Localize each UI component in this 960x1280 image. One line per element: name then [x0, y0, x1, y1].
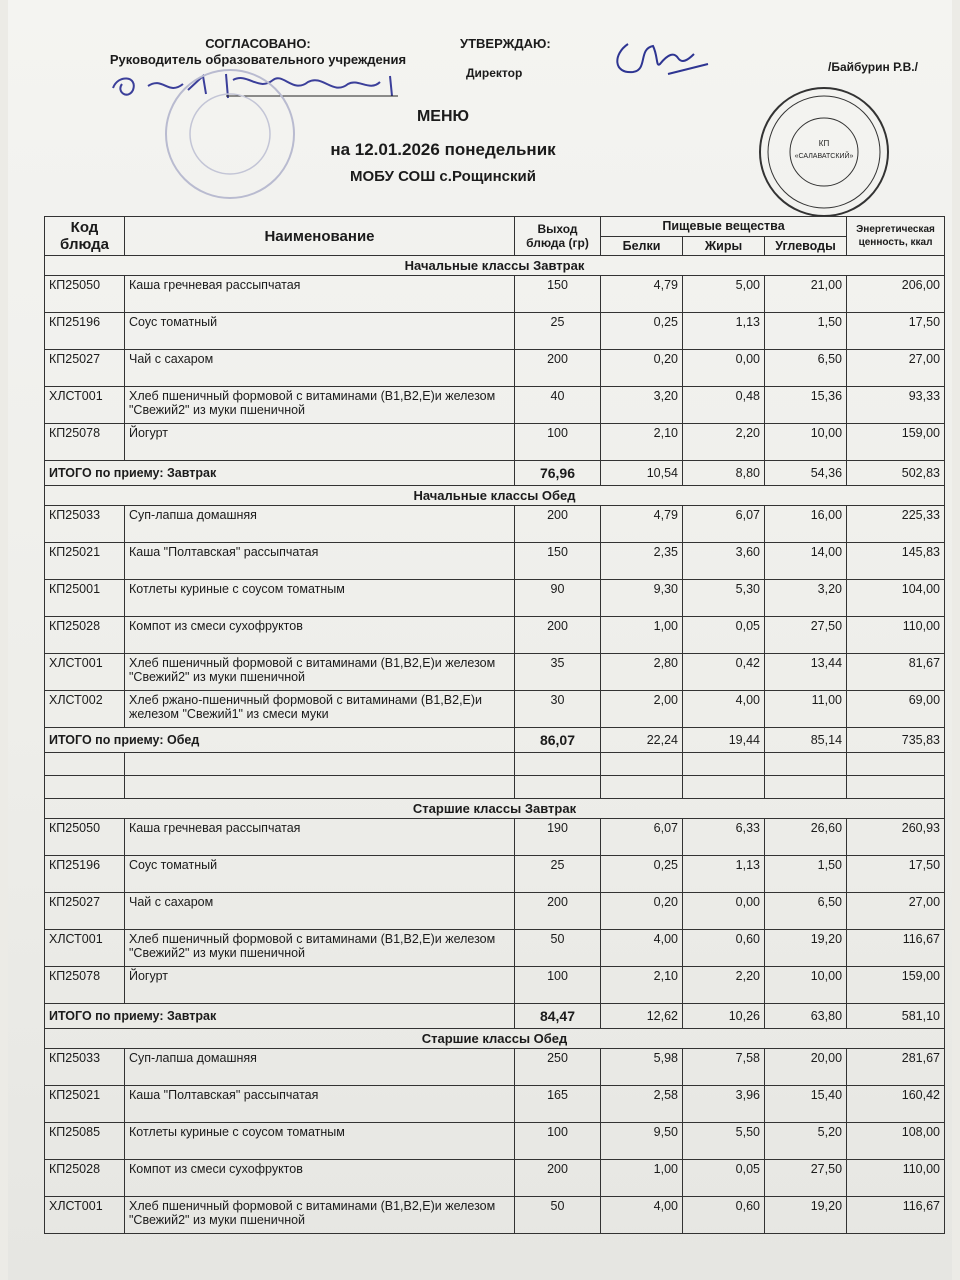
dish-protein: 4,79 [601, 276, 683, 313]
section-title: Старшие классы Обед [45, 1029, 945, 1049]
dish-protein: 4,00 [601, 1197, 683, 1234]
total-protein: 12,62 [601, 1004, 683, 1029]
header-protein: Белки [601, 236, 683, 256]
dish-code: КП25050 [45, 276, 125, 313]
dish-protein: 9,50 [601, 1123, 683, 1160]
empty-cell [765, 753, 847, 776]
dish-fat: 0,05 [683, 617, 765, 654]
total-row [45, 1004, 945, 1029]
dish-energy: 108,00 [847, 1123, 945, 1160]
dish-energy: 206,00 [847, 276, 945, 313]
dish-fat: 5,30 [683, 580, 765, 617]
dish-energy: 104,00 [847, 580, 945, 617]
dish-output: 100 [515, 1123, 601, 1160]
dish-energy: 17,50 [847, 856, 945, 893]
header-output: Выход блюда (гр) [515, 217, 601, 256]
dish-fat: 0,60 [683, 930, 765, 967]
dish-protein: 0,25 [601, 313, 683, 350]
dish-fat: 0,42 [683, 654, 765, 691]
dish-energy: 27,00 [847, 350, 945, 387]
total-energy: 502,83 [847, 461, 945, 486]
dish-fat: 1,13 [683, 313, 765, 350]
table-row [45, 387, 945, 424]
empty-cell [125, 753, 515, 776]
table-row [45, 819, 945, 856]
dish-output: 200 [515, 893, 601, 930]
header-nutrients: Пищевые вещества [601, 217, 847, 237]
table-row [45, 1123, 945, 1160]
table-row [45, 313, 945, 350]
menu-sheet [8, 0, 952, 1280]
dish-output: 150 [515, 276, 601, 313]
total-row [45, 728, 945, 753]
dish-output: 200 [515, 617, 601, 654]
dish-energy: 110,00 [847, 617, 945, 654]
header-name: Наименование [125, 217, 515, 256]
empty-cell [683, 776, 765, 799]
dish-output: 250 [515, 1049, 601, 1086]
table-row [45, 1160, 945, 1197]
dish-name: Котлеты куриные с соусом томатным [125, 580, 515, 617]
dish-protein: 1,00 [601, 1160, 683, 1197]
table-row [45, 691, 945, 728]
total-fat: 8,80 [683, 461, 765, 486]
empty-cell [45, 753, 125, 776]
dish-output: 100 [515, 424, 601, 461]
dish-output: 200 [515, 506, 601, 543]
total-carbs: 85,14 [765, 728, 847, 753]
section-title: Начальные классы Завтрак [45, 256, 945, 276]
dish-output: 25 [515, 856, 601, 893]
table-row [45, 543, 945, 580]
section-row [45, 799, 945, 819]
empty-cell [601, 776, 683, 799]
dish-output: 165 [515, 1086, 601, 1123]
dish-carbs: 15,36 [765, 387, 847, 424]
svg-text:«САЛАВАТСКИЙ»: «САЛАВАТСКИЙ» [794, 153, 854, 160]
dish-protein: 1,00 [601, 617, 683, 654]
empty-cell [601, 753, 683, 776]
dish-carbs: 10,00 [765, 967, 847, 1004]
approve-title: УТВЕРЖДАЮ: [460, 36, 551, 51]
section-row [45, 256, 945, 276]
dish-output: 25 [515, 313, 601, 350]
dish-energy: 159,00 [847, 967, 945, 1004]
dish-output: 100 [515, 967, 601, 1004]
dish-protein: 9,30 [601, 580, 683, 617]
dish-output: 200 [515, 1160, 601, 1197]
dish-name: Хлеб пшеничный формовой с витаминами (В1,В2,Е)и железом "Свежий2" из муки пшеничной [125, 387, 515, 424]
total-label: ИТОГО по приему: Завтрак [45, 461, 515, 486]
dish-protein: 4,79 [601, 506, 683, 543]
dish-fat: 0,00 [683, 350, 765, 387]
dish-carbs: 15,40 [765, 1086, 847, 1123]
dish-name: Йогурт [125, 424, 515, 461]
dish-name: Хлеб пшеничный формовой с витаминами (В1,В2,Е)и железом "Свежий2" из муки пшеничной [125, 654, 515, 691]
dish-protein: 4,00 [601, 930, 683, 967]
dish-carbs: 20,00 [765, 1049, 847, 1086]
dish-energy: 17,50 [847, 313, 945, 350]
approved-role: Руководитель образовательного учреждения [109, 52, 407, 67]
dish-energy: 93,33 [847, 387, 945, 424]
dish-energy: 159,00 [847, 424, 945, 461]
dish-output: 150 [515, 543, 601, 580]
dish-protein: 2,00 [601, 691, 683, 728]
section-row [45, 1029, 945, 1049]
dish-name: Соус томатный [125, 856, 515, 893]
menu-table [44, 216, 945, 1234]
dish-protein: 2,80 [601, 654, 683, 691]
dish-fat: 3,96 [683, 1086, 765, 1123]
dish-fat: 7,58 [683, 1049, 765, 1086]
dish-code: КП25027 [45, 350, 125, 387]
dish-energy: 27,00 [847, 893, 945, 930]
dish-protein: 2,10 [601, 967, 683, 1004]
director-name: /Байбурин Р.В./ [828, 60, 918, 74]
dish-name: Соус томатный [125, 313, 515, 350]
dish-carbs: 6,50 [765, 893, 847, 930]
dish-code: ХЛСТ001 [45, 930, 125, 967]
section-title: Старшие классы Завтрак [45, 799, 945, 819]
dish-name: Компот из смеси сухофруктов [125, 1160, 515, 1197]
total-protein: 10,54 [601, 461, 683, 486]
menu-date: на 12.01.2026 понедельник [330, 140, 556, 159]
total-label: ИТОГО по приему: Обед [45, 728, 515, 753]
dish-carbs: 14,00 [765, 543, 847, 580]
dish-energy: 225,33 [847, 506, 945, 543]
total-label: ИТОГО по приему: Завтрак [45, 1004, 515, 1029]
dish-energy: 81,67 [847, 654, 945, 691]
table-row [45, 930, 945, 967]
dish-name: Йогурт [125, 967, 515, 1004]
header-fat: Жиры [683, 236, 765, 256]
total-energy: 735,83 [847, 728, 945, 753]
empty-cell [515, 776, 601, 799]
empty-row [45, 753, 945, 776]
dish-carbs: 10,00 [765, 424, 847, 461]
dish-carbs: 21,00 [765, 276, 847, 313]
dish-code: КП25027 [45, 893, 125, 930]
dish-name: Каша гречневая рассыпчатая [125, 819, 515, 856]
dish-energy: 260,93 [847, 819, 945, 856]
header-energy: Энергетическая ценность, ккал [847, 217, 945, 256]
svg-text:КП: КП [818, 139, 830, 148]
dish-name: Котлеты куриные с соусом томатным [125, 1123, 515, 1160]
empty-cell [125, 776, 515, 799]
dish-fat: 0,48 [683, 387, 765, 424]
table-row [45, 1197, 945, 1234]
dish-carbs: 13,44 [765, 654, 847, 691]
dish-protein: 2,58 [601, 1086, 683, 1123]
dish-name: Суп-лапша домашняя [125, 1049, 515, 1086]
dish-code: КП25033 [45, 1049, 125, 1086]
dish-fat: 0,00 [683, 893, 765, 930]
dish-output: 50 [515, 1197, 601, 1234]
dish-output: 35 [515, 654, 601, 691]
table-row [45, 967, 945, 1004]
table-row [45, 617, 945, 654]
dish-code: ХЛСТ001 [45, 387, 125, 424]
dish-output: 40 [515, 387, 601, 424]
dish-protein: 0,25 [601, 856, 683, 893]
dish-carbs: 3,20 [765, 580, 847, 617]
empty-cell [847, 753, 945, 776]
school-name: МОБУ СОШ с.Рощинский [350, 168, 536, 185]
empty-cell [847, 776, 945, 799]
dish-carbs: 1,50 [765, 856, 847, 893]
dish-code: КП25050 [45, 819, 125, 856]
table-row [45, 276, 945, 313]
dish-carbs: 27,50 [765, 1160, 847, 1197]
dish-carbs: 5,20 [765, 1123, 847, 1160]
dish-output: 90 [515, 580, 601, 617]
dish-carbs: 27,50 [765, 617, 847, 654]
dish-energy: 145,83 [847, 543, 945, 580]
dish-name: Хлеб пшеничный формовой с витаминами (В1,В2,Е)и железом "Свежий2" из муки пшеничной [125, 930, 515, 967]
dish-fat: 6,07 [683, 506, 765, 543]
dish-energy: 116,67 [847, 1197, 945, 1234]
table-row [45, 506, 945, 543]
menu-title: МЕНЮ [416, 108, 470, 125]
dish-carbs: 11,00 [765, 691, 847, 728]
dish-energy: 160,42 [847, 1086, 945, 1123]
table-row [45, 1049, 945, 1086]
section-row [45, 486, 945, 506]
dish-energy: 69,00 [847, 691, 945, 728]
total-carbs: 54,36 [765, 461, 847, 486]
dish-protein: 2,10 [601, 424, 683, 461]
total-output: 76,96 [515, 461, 601, 486]
dish-fat: 2,20 [683, 967, 765, 1004]
dish-output: 30 [515, 691, 601, 728]
dish-code: КП25078 [45, 424, 125, 461]
dish-energy: 110,00 [847, 1160, 945, 1197]
dish-carbs: 16,00 [765, 506, 847, 543]
dish-code: ХЛСТ001 [45, 1197, 125, 1234]
dish-code: КП25021 [45, 543, 125, 580]
dish-code: ХЛСТ001 [45, 654, 125, 691]
dish-code: КП25033 [45, 506, 125, 543]
dish-code: КП25078 [45, 967, 125, 1004]
dish-fat: 5,50 [683, 1123, 765, 1160]
dish-fat: 2,20 [683, 424, 765, 461]
dish-carbs: 19,20 [765, 930, 847, 967]
dish-code: КП25028 [45, 1160, 125, 1197]
table-row [45, 350, 945, 387]
header-code: Код блюда [45, 217, 125, 256]
total-energy: 581,10 [847, 1004, 945, 1029]
dish-code: ХЛСТ002 [45, 691, 125, 728]
empty-cell [515, 753, 601, 776]
table-row [45, 424, 945, 461]
menu-body [45, 256, 945, 1234]
director-label: Директор [466, 66, 523, 80]
table-row [45, 654, 945, 691]
header-carbs: Углеводы [765, 236, 847, 256]
total-row [45, 461, 945, 486]
dish-carbs: 19,20 [765, 1197, 847, 1234]
dish-energy: 116,67 [847, 930, 945, 967]
table-row [45, 1086, 945, 1123]
dish-name: Чай с сахаром [125, 893, 515, 930]
dish-protein: 0,20 [601, 893, 683, 930]
dish-code: КП25196 [45, 313, 125, 350]
total-output: 86,07 [515, 728, 601, 753]
empty-cell [683, 753, 765, 776]
dish-code: КП25001 [45, 580, 125, 617]
dish-name: Хлеб пшеничный формовой с витаминами (В1,В2,Е)и железом "Свежий2" из муки пшеничной [125, 1197, 515, 1234]
dish-name: Компот из смеси сухофруктов [125, 617, 515, 654]
dish-name: Каша гречневая рассыпчатая [125, 276, 515, 313]
dish-energy: 281,67 [847, 1049, 945, 1086]
dish-carbs: 6,50 [765, 350, 847, 387]
dish-code: КП25085 [45, 1123, 125, 1160]
dish-protein: 0,20 [601, 350, 683, 387]
dish-code: КП25028 [45, 617, 125, 654]
dish-fat: 6,33 [683, 819, 765, 856]
dish-carbs: 1,50 [765, 313, 847, 350]
dish-protein: 6,07 [601, 819, 683, 856]
dish-protein: 2,35 [601, 543, 683, 580]
total-output: 84,47 [515, 1004, 601, 1029]
dish-fat: 0,05 [683, 1160, 765, 1197]
table-row [45, 856, 945, 893]
dish-code: КП25021 [45, 1086, 125, 1123]
director-signature [608, 34, 718, 84]
dish-fat: 0,60 [683, 1197, 765, 1234]
dish-name: Каша "Полтавская" рассыпчатая [125, 1086, 515, 1123]
total-protein: 22,24 [601, 728, 683, 753]
approved-title: СОГЛАСОВАНО: [205, 36, 311, 51]
dish-name: Чай с сахаром [125, 350, 515, 387]
dish-name: Суп-лапша домашняя [125, 506, 515, 543]
total-fat: 19,44 [683, 728, 765, 753]
dish-carbs: 26,60 [765, 819, 847, 856]
empty-cell [45, 776, 125, 799]
dish-code: КП25196 [45, 856, 125, 893]
section-title: Начальные классы Обед [45, 486, 945, 506]
dish-name: Каша "Полтавская" рассыпчатая [125, 543, 515, 580]
dish-fat: 5,00 [683, 276, 765, 313]
dish-name: Хлеб ржано-пшеничный формовой с витаминами (В1,В2,Е)и железом "Свежий1" из смеси муки [125, 691, 515, 728]
total-carbs: 63,80 [765, 1004, 847, 1029]
empty-cell [765, 776, 847, 799]
dish-output: 50 [515, 930, 601, 967]
table-row [45, 580, 945, 617]
dish-fat: 1,13 [683, 856, 765, 893]
dish-fat: 3,60 [683, 543, 765, 580]
dish-protein: 3,20 [601, 387, 683, 424]
dish-output: 190 [515, 819, 601, 856]
dish-protein: 5,98 [601, 1049, 683, 1086]
total-fat: 10,26 [683, 1004, 765, 1029]
dish-fat: 4,00 [683, 691, 765, 728]
table-row [45, 893, 945, 930]
dish-output: 200 [515, 350, 601, 387]
empty-row [45, 776, 945, 799]
